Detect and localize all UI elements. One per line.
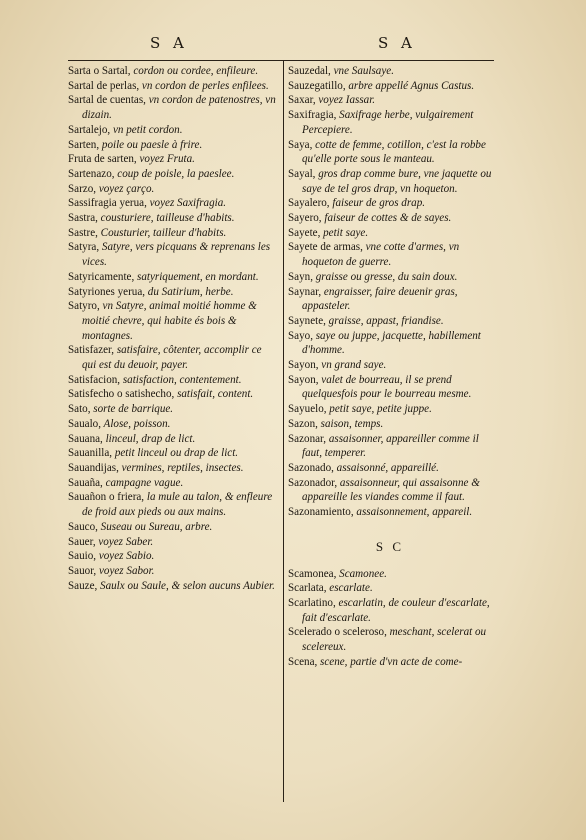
- entry-definition: meschant, scelerat ou scelereux.: [302, 626, 487, 654]
- dictionary-entry: [68, 196, 276, 211]
- dictionary-entry: [68, 549, 276, 564]
- dictionary-entry: [288, 314, 492, 329]
- entry-headword: Sauzegatillo,: [288, 79, 346, 92]
- entry-definition: Alose, poisson.: [100, 417, 171, 430]
- entry-headword: Saynar,: [288, 285, 322, 298]
- dictionary-entry: [68, 64, 276, 79]
- entry-headword: Sastra,: [68, 212, 98, 225]
- dictionary-entry: [68, 490, 276, 519]
- left-column: [68, 64, 276, 593]
- dictionary-entry: [288, 167, 492, 196]
- entry-headword: Sauandijas,: [68, 461, 119, 474]
- entry-definition: assaisonner, appareiller comme il faut, temperer.: [302, 432, 479, 460]
- dictionary-entry: [288, 581, 492, 596]
- entry-headword: Scamonea,: [288, 567, 337, 580]
- dictionary-entry: [68, 299, 276, 343]
- entry-definition: valet de bourreau, il se prend quelquesfois pour le bourreau mesme.: [302, 373, 472, 401]
- entry-definition: Cousturier, tailleur d'habits.: [97, 226, 227, 239]
- entry-definition: Scamonee.: [336, 567, 387, 580]
- entry-headword: Sato,: [68, 403, 91, 416]
- entry-headword: Sastre,: [68, 226, 98, 239]
- running-header: [70, 34, 490, 56]
- entry-definition: assaisonné, appareillé.: [333, 461, 439, 474]
- entry-definition: coup de poisle, la paeslee.: [114, 167, 235, 180]
- dictionary-entry: [68, 402, 276, 417]
- dictionary-entry: [68, 535, 276, 550]
- entry-headword: Sazonador,: [288, 476, 338, 489]
- entry-headword: Sarta o Sartal,: [68, 65, 131, 77]
- entry-definition: vermines, reptiles, insectes.: [118, 461, 244, 474]
- entry-headword: Sayete de armas,: [288, 241, 363, 254]
- dictionary-entry: [288, 79, 492, 94]
- dictionary-entry: [288, 567, 492, 582]
- dictionary-entry: [68, 240, 276, 269]
- dictionary-entry: [68, 152, 276, 167]
- entry-definition: assaisonneur, qui assaisonne & appareille les viandes comme il faut.: [302, 476, 480, 504]
- entry-definition: cousturiere, tailleuse d'habits.: [97, 212, 235, 225]
- dictionary-entry: [68, 579, 276, 594]
- entry-headword: Sazonar,: [288, 432, 327, 445]
- entry-headword: Sazonado,: [288, 461, 334, 474]
- entry-headword: Saxifragia,: [288, 109, 337, 122]
- dictionary-entry: [68, 432, 276, 447]
- entry-definition: vn cordon de perles enfilees.: [139, 79, 269, 92]
- entry-definition: petit saye, petite juppe.: [326, 403, 432, 416]
- dictionary-entry: [68, 417, 276, 432]
- entry-headword: Sartalejo,: [68, 123, 111, 136]
- entry-definition: arbre appellé Agnus Castus.: [345, 79, 475, 92]
- dictionary-entry: [68, 79, 276, 94]
- entry-headword: Sarten,: [68, 138, 100, 151]
- dictionary-entry: [288, 402, 492, 417]
- entry-definition: voyez Sabor.: [96, 564, 155, 577]
- entry-headword: Scelerado o sceleroso,: [288, 626, 387, 639]
- entry-headword: Sauaña,: [68, 476, 103, 489]
- dictionary-entry: [288, 329, 492, 358]
- entry-definition: cotte de femme, cotillon, c'est la robbe qu'elle porte sous le manteau.: [302, 138, 486, 166]
- dictionary-entry: [68, 167, 276, 182]
- dictionary-entry: [288, 196, 492, 211]
- dictionary-entry: [288, 108, 492, 137]
- entry-headword: Satyro,: [68, 300, 100, 313]
- entry-definition: graisse ou gresse, du sain doux.: [312, 270, 458, 283]
- entry-headword: Satisfazer,: [68, 344, 115, 357]
- entry-definition: scene, partie d'vn acte de come-: [317, 655, 463, 668]
- dictionary-entry: [288, 461, 492, 476]
- entry-definition: vne cotte d'armes, vn hoqueton de guerre.: [302, 241, 460, 269]
- entry-headword: Sarzo,: [68, 182, 97, 195]
- entry-headword: Sartal de cuentas,: [68, 94, 146, 107]
- entry-definition: satyriquement, en mordant.: [134, 270, 259, 283]
- entry-definition: campagne vague.: [102, 476, 184, 489]
- entry-headword: Satyra,: [68, 241, 100, 254]
- entry-definition: Saxifrage herbe, vulgairement Percepiere.: [302, 109, 474, 136]
- entry-definition: petit linceul ou drap de lict.: [112, 447, 239, 460]
- entry-definition: saison, temps.: [317, 417, 384, 430]
- entry-headword: Sauer,: [68, 535, 96, 548]
- dictionary-entry: [68, 564, 276, 579]
- entry-headword: Sayon,: [288, 373, 319, 386]
- entry-headword: Sassifragia yerua,: [68, 197, 147, 210]
- dictionary-entry: [68, 476, 276, 491]
- dictionary-entry: [68, 226, 276, 241]
- dictionary-entry: [68, 285, 276, 300]
- entry-headword: Sauana,: [68, 432, 103, 445]
- dictionary-entry: [288, 211, 492, 226]
- entry-definition: linceul, drap de lict.: [102, 432, 196, 445]
- entry-headword: Saxar,: [288, 94, 316, 107]
- dictionary-entry: [68, 138, 276, 153]
- entry-headword: Sazon,: [288, 417, 318, 430]
- entry-definition: Saulx ou Saule, & selon aucuns Aubier.: [97, 579, 275, 592]
- entry-headword: Satyricamente,: [68, 270, 135, 283]
- entry-definition: satisfait, content.: [174, 388, 254, 401]
- entry-headword: Satyriones yerua,: [68, 285, 146, 298]
- entry-definition: vn grand saye.: [318, 359, 387, 372]
- entry-headword: Satisfacion,: [68, 373, 121, 386]
- entry-definition: voyez Saber.: [95, 535, 154, 548]
- entry-definition: faiseur de cottes & de sayes.: [321, 212, 452, 225]
- entry-definition: faiseur de gros drap.: [329, 197, 426, 210]
- entry-headword: Fruta de sarten,: [68, 153, 137, 166]
- entry-headword: Sayn,: [288, 270, 313, 283]
- entry-headword: Saualo,: [68, 417, 101, 430]
- entry-headword: Saynete,: [288, 314, 326, 327]
- entry-headword: Sartenazo,: [68, 167, 115, 180]
- entry-definition: Suseau ou Sureau, arbre.: [97, 520, 213, 533]
- header-rule: [68, 60, 494, 61]
- entry-headword: Sauze,: [68, 579, 98, 592]
- entry-headword: Scarlatino,: [288, 596, 336, 609]
- dictionary-entry: [68, 211, 276, 226]
- entry-headword: Sauor,: [68, 564, 97, 577]
- entry-definition: vn cordon de patenostres, vn dizain.: [82, 94, 276, 122]
- entry-definition: Satyre, vers picquans & reprenans les vices.: [82, 241, 271, 269]
- entry-headword: Sayalero,: [288, 197, 330, 210]
- entry-headword: Sayero,: [288, 212, 322, 225]
- entry-headword: Satisfecho o satishecho,: [68, 388, 175, 401]
- dictionary-entry: [288, 625, 492, 654]
- dictionary-entry: [288, 138, 492, 167]
- entry-definition: vn Satyre, animal moitié homme & moitié chevre, qui habite és bois & montagnes.: [82, 300, 257, 342]
- entry-definition: la mule au talon, & enfleure de froid aux pieds ou aux mains.: [82, 491, 273, 519]
- dictionary-entry: [288, 476, 492, 505]
- entry-headword: Sartal de perlas,: [68, 79, 140, 92]
- right-column: [288, 64, 492, 669]
- dictionary-entry: [288, 373, 492, 402]
- entry-definition: petit saye.: [320, 226, 369, 239]
- dictionary-entry: [288, 505, 492, 520]
- entry-definition: saye ou juppe, jacquette, habillement d'homme.: [302, 329, 481, 357]
- dictionary-entry: [288, 285, 492, 314]
- entry-headword: Sayo,: [288, 329, 313, 342]
- entry-headword: Sauanilla,: [68, 447, 113, 460]
- dictionary-entry: [288, 596, 492, 625]
- entry-definition: engraisser, faire deuenir gras, appasteler.: [302, 285, 458, 313]
- dictionary-entry: [288, 432, 492, 461]
- entry-definition: cordon ou cordee, enfileure.: [130, 65, 259, 77]
- entry-headword: Sayon,: [288, 359, 319, 372]
- entry-definition: escarlatin, de couleur d'escarlate, fait d'escarlate.: [302, 596, 490, 624]
- entry-definition: voyez Iassar.: [315, 94, 376, 107]
- entry-definition: escarlate.: [326, 582, 373, 595]
- entry-definition: voyez çarço.: [96, 182, 155, 195]
- dictionary-entry: [68, 270, 276, 285]
- entry-definition: sorte de barrique.: [90, 403, 174, 416]
- entry-headword: Scena,: [288, 655, 318, 668]
- entry-definition: voyez Sabio.: [96, 550, 155, 563]
- entry-headword: Sayal,: [288, 167, 316, 180]
- dictionary-entry: [288, 655, 492, 670]
- entry-definition: satisfaction, contentement.: [120, 373, 242, 386]
- dictionary-entry: [68, 446, 276, 461]
- dictionary-entry: [288, 270, 492, 285]
- entry-headword: Sauañon o friera,: [68, 491, 145, 504]
- dictionary-entry: [288, 93, 492, 108]
- dictionary-entry: [68, 387, 276, 402]
- entry-definition: assaisonnement, appareil.: [353, 506, 473, 519]
- entry-headword: Sayete,: [288, 226, 321, 239]
- dictionary-entry: [68, 520, 276, 535]
- header-right: S A: [378, 34, 416, 52]
- dictionary-entry: [68, 461, 276, 476]
- entry-headword: Sauco,: [68, 520, 98, 533]
- dictionary-entry: [288, 226, 492, 241]
- entry-definition: vn petit cordon.: [110, 123, 183, 136]
- entry-definition: du Satirium, herbe.: [145, 285, 234, 298]
- entry-definition: satisfaire, côtenter, accomplir ce qui est du deuoir, payer.: [82, 344, 262, 372]
- entry-headword: Sauio,: [68, 550, 97, 563]
- dictionary-entry: [68, 182, 276, 197]
- entry-definition: voyez Saxifragia.: [146, 197, 227, 210]
- entry-definition: vne Saulsaye.: [330, 65, 394, 77]
- dictionary-entry: [288, 64, 492, 79]
- dictionary-entry: [288, 240, 492, 269]
- section-heading-sc: S C: [375, 538, 405, 554]
- entry-headword: Sauzedal,: [288, 65, 331, 77]
- entry-definition: graisse, appast, friandise.: [325, 314, 444, 327]
- entry-headword: Scarlata,: [288, 582, 327, 595]
- header-left: S A: [150, 34, 188, 52]
- entry-definition: voyez Fruta.: [136, 153, 195, 166]
- entry-headword: Sayuelo,: [288, 403, 327, 416]
- dictionary-entry: [68, 93, 276, 122]
- entry-headword: Sazonamiento,: [288, 506, 354, 519]
- entry-definition: gros drap comme bure, vne jaquette ou saye de tel gros drap, vn hoqueton.: [302, 167, 492, 195]
- dictionary-entry: [68, 373, 276, 388]
- dictionary-entry: [68, 123, 276, 138]
- entry-headword: Saya,: [288, 138, 313, 151]
- dictionary-entry: [288, 358, 492, 373]
- dictionary-entry: [288, 417, 492, 432]
- entry-definition: poile ou paesle à frire.: [99, 138, 203, 151]
- dictionary-entry: [68, 343, 276, 372]
- column-divider: [283, 60, 284, 802]
